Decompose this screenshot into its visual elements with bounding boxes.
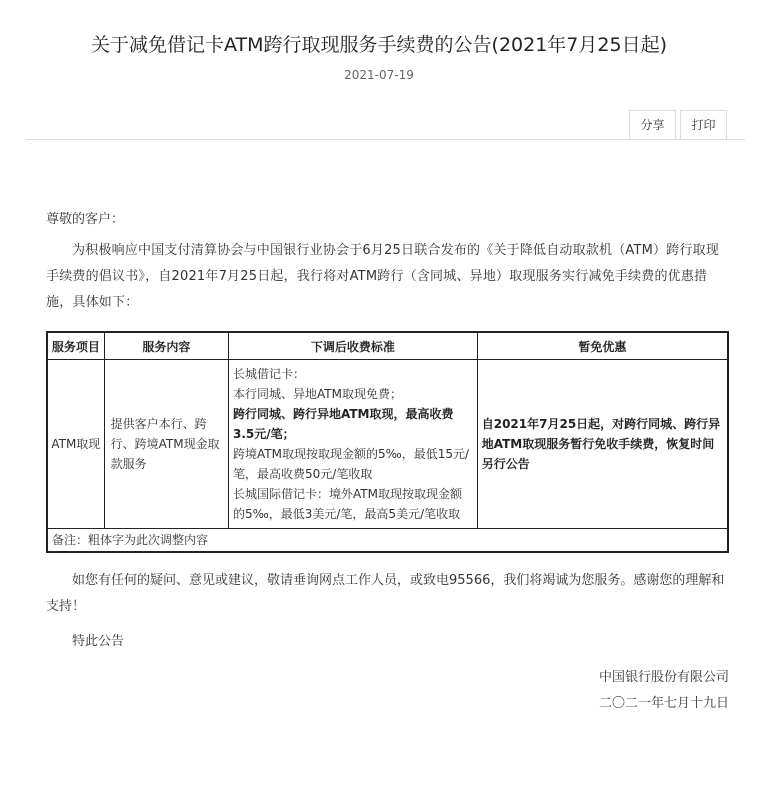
standard-line: 长城借记卡： bbox=[233, 367, 306, 381]
standard-line: 本行同城、异地ATM取现免费； bbox=[233, 387, 402, 401]
header-service-content: 服务内容 bbox=[104, 332, 228, 360]
table-row bbox=[47, 360, 728, 529]
page-title: 关于减免借记卡ATM跨行取现服务手续费的公告(2021年7月25日起) bbox=[91, 34, 667, 56]
print-button[interactable]: 打印 bbox=[680, 110, 727, 139]
intro-paragraph: 为积极响应中国支付清算协会与中国银行业协会于6月25日联合发布的《关于降低自动取款机（ATM）跨行取现手续费的倡议书》，自2021年7月25日起，我行将对ATM跨行（含同城、异地）取现服务实行减免手续费的优惠措施，具体如下： bbox=[46, 243, 720, 310]
contact-paragraph: 如您有任何的疑问、意见或建议，敬请垂询网点工作人员，或致电95566，我们将竭诚为您服务。感谢您的理解和支持！ bbox=[46, 573, 725, 614]
publish-date: 2021-07-19 bbox=[344, 68, 414, 82]
fee-table bbox=[46, 331, 729, 553]
standard-line: 跨境ATM取现按取现金额的5‰，最低15元/笔，最高收费50元/笔收取 bbox=[233, 447, 470, 481]
signature-bank-name: 中国银行股份有限公司 bbox=[598, 670, 729, 685]
cell-service-content: 提供客户本行、跨行、跨境ATM现金取款服务 bbox=[104, 360, 228, 529]
cell-service-item: ATM取现 bbox=[47, 360, 104, 529]
cell-waiver: 自2021年7月25日起，对跨行同城、跨行异地ATM取现服务暂行免收手续费，恢复时间另行公告 bbox=[477, 360, 728, 529]
standard-line: 长城国际借记卡：境外ATM取现按取现金额的5‰，最低3美元/笔，最高5美元/笔收取 bbox=[233, 487, 462, 521]
greeting: 尊敬的客户： bbox=[46, 212, 125, 227]
header-waiver: 暂免优惠 bbox=[477, 332, 728, 360]
cell-fee-standard bbox=[229, 360, 478, 529]
signature-date: 二〇二一年七月十九日 bbox=[598, 696, 729, 711]
closing-statement: 特此公告 bbox=[72, 634, 125, 649]
table-note: 备注：粗体字为此次调整内容 bbox=[47, 529, 728, 553]
share-button[interactable]: 分享 bbox=[629, 110, 676, 139]
table-note-row bbox=[47, 529, 728, 553]
header-divider bbox=[26, 139, 745, 140]
standard-line-bold: 跨行同城、跨行异地ATM取现，最高收费3.5元/笔； bbox=[233, 407, 454, 441]
header-service-item: 服务项目 bbox=[47, 332, 104, 360]
table-header-row bbox=[47, 332, 728, 360]
header-fee-standard: 下调后收费标准 bbox=[229, 332, 478, 360]
